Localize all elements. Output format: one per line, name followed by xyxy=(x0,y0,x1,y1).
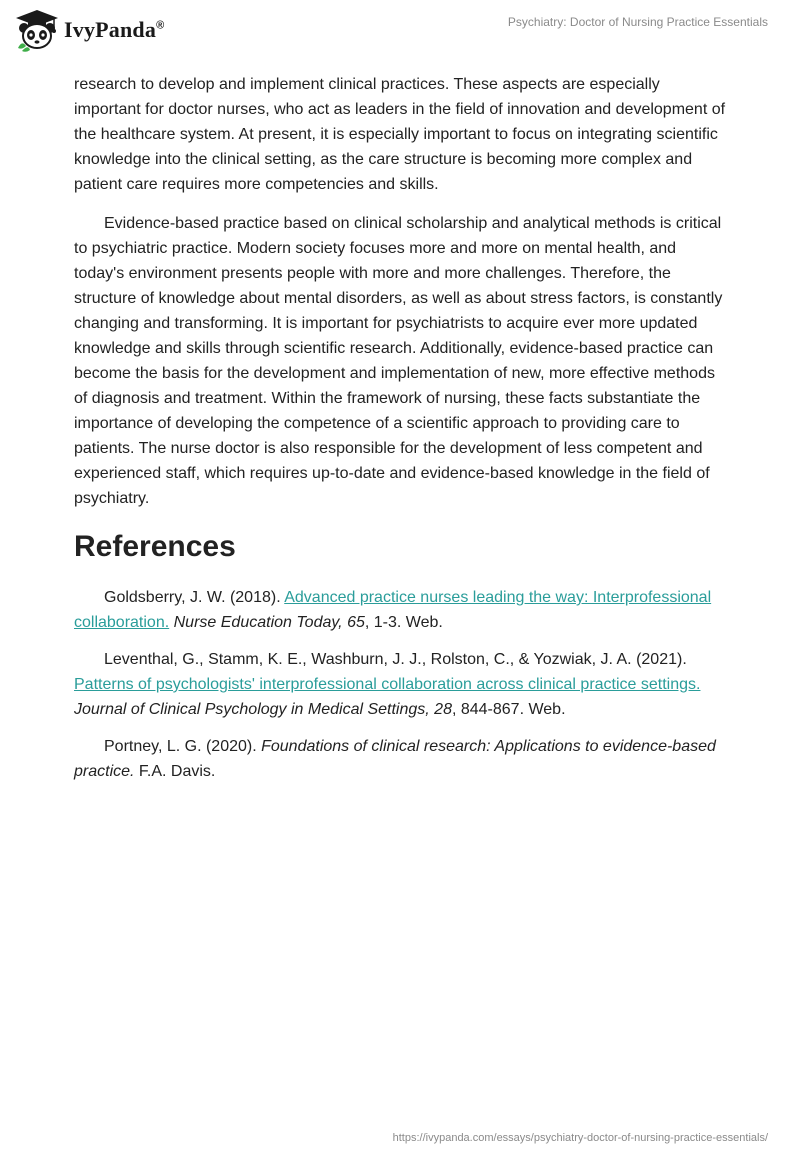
reference-authors: Portney, L. G. (2020). xyxy=(104,738,262,755)
reference-authors: Goldsberry, J. W. (2018). xyxy=(104,589,285,606)
reference-authors: Leventhal, G., Stamm, K. E., Washburn, J. J., Rolston, C., & Yozwiak, J. A. (2021). xyxy=(104,651,687,668)
reference-item xyxy=(74,647,726,722)
ivypanda-logo[interactable] xyxy=(14,8,164,52)
reference-details: , 1-3. Web. xyxy=(364,614,443,631)
body-paragraph: research to develop and implement clinical practices. These aspects are especially important for doctor nurses, who act as leaders in the field of innovation and development of the healthcare system. At present, it is especially important to focus on integrating scientific knowledge into the clinical setting, as the care structure is becoming more complex and patient care requires more competencies and skills. xyxy=(74,76,726,193)
reference-details: F.A. Davis. xyxy=(134,763,216,780)
reference-link[interactable]: Patterns of psychologists' interprofessional collaboration across clinical practice settings. xyxy=(74,676,701,693)
footer-url[interactable]: https://ivypanda.com/essays/psychiatry-doctor-of-nursing-practice-essentials/ xyxy=(392,1132,768,1144)
reference-journal: Journal of Clinical Psychology in Medical Settings, 28 xyxy=(74,701,452,718)
reference-item xyxy=(74,585,726,635)
brand-name: IvyPanda® xyxy=(64,17,165,42)
page-header xyxy=(0,0,800,62)
reference-details: , 844-867. Web. xyxy=(451,701,566,718)
document-title: Psychiatry: Doctor of Nursing Practice Essentials xyxy=(507,15,768,29)
body-paragraph: Evidence-based practice based on clinical scholarship and analytical methods is critical to psychiatric practice. Modern society focuses more and more on mental health, and today's environment presents people with more and more challenges. Therefore, the structure of knowledge about mental disorders, as well as about stress factors, is constantly changing and transforming. It is important for psychiatrists to acquire ever more updated knowledge and skills through scientific research. Additionally, evidence-based practice can become the basis for the development and implementation of new, more effective methods of diagnosis and treatment. Within the framework of nursing, these facts substantiate the importance of developing the competence of a scientific approach to providing care to patients. The nurse doctor is also responsible for the development of less competent and experienced staff, which requires up-to-date and evidence-based knowledge in the field of psychiatry. xyxy=(74,215,723,507)
reference-item xyxy=(74,734,726,784)
reference-book-title: Foundations of clinical research: Applications to evidence-based practice. xyxy=(74,738,716,780)
reference-journal: Nurse Education Today, 65 xyxy=(173,614,365,631)
essay-content xyxy=(74,72,726,796)
reference-link[interactable]: Advanced practice nurses leading the way: Interprofessional collaboration. xyxy=(74,589,712,631)
references-heading: References xyxy=(74,530,236,563)
panda-graduate-icon xyxy=(14,8,60,52)
